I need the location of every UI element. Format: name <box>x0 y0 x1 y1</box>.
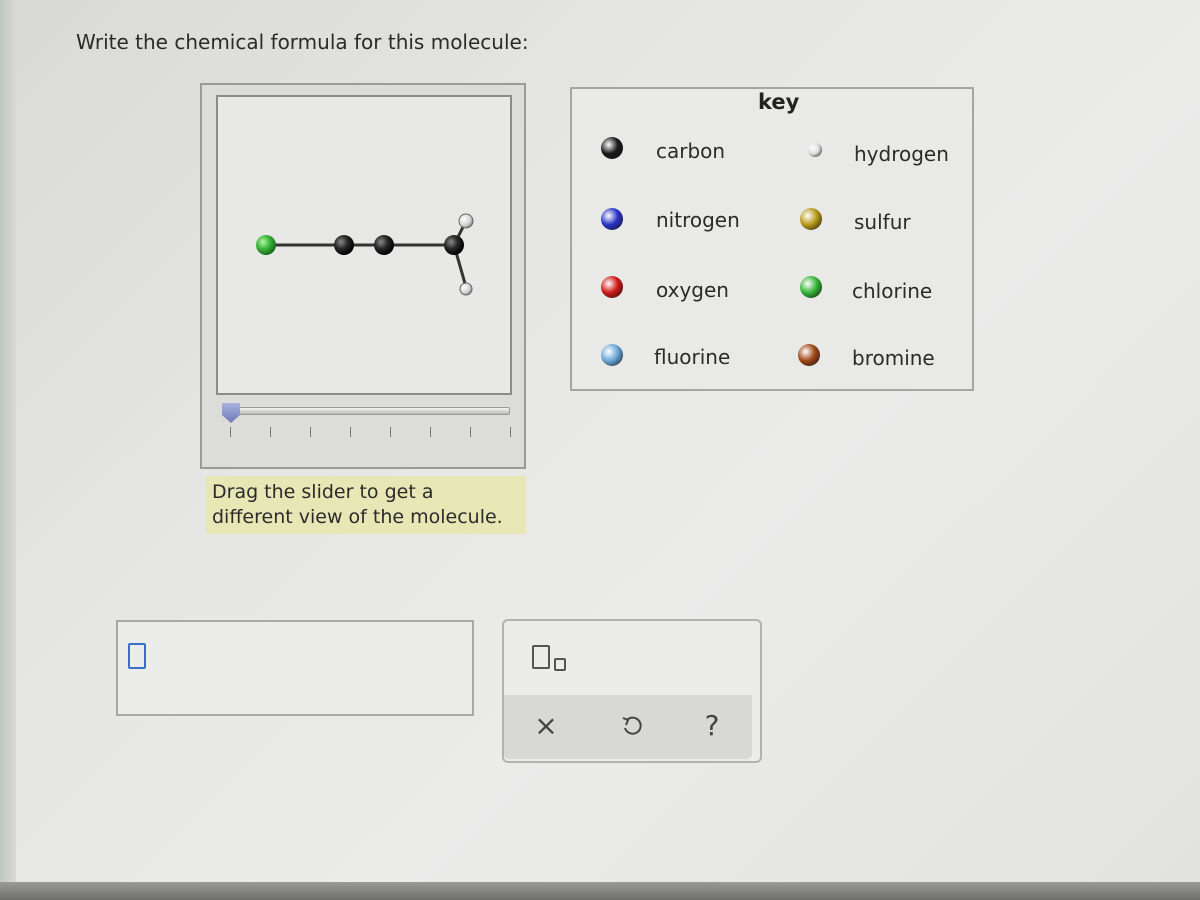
molecule-viewer <box>200 83 526 469</box>
slider-tick <box>470 427 471 437</box>
chlorine-atom <box>256 235 276 255</box>
fluorine-ball-icon <box>601 344 623 366</box>
oxygen-ball-icon <box>601 276 623 298</box>
sulfur-ball-icon <box>800 208 822 230</box>
key-label-bromine: bromine <box>852 346 935 370</box>
key-label-sulfur: sulfur <box>854 210 911 234</box>
slider-tick <box>310 427 311 437</box>
undo-icon <box>620 714 644 738</box>
hydrogen-ball-icon <box>808 143 822 157</box>
carbon-atom <box>334 235 354 255</box>
carbon-atom <box>374 235 394 255</box>
slider-tick <box>390 427 391 437</box>
key-title: key <box>758 90 800 114</box>
carbon-atom <box>444 235 464 255</box>
molecule-canvas[interactable] <box>216 95 512 395</box>
subscript-small-box-icon <box>554 658 566 671</box>
question-prompt: Write the chemical formula for this molecule: <box>76 30 529 54</box>
slider-tick <box>430 427 431 437</box>
close-icon: × <box>534 709 558 742</box>
help-icon: ? <box>704 709 720 742</box>
chlorine-ball-icon <box>800 276 822 298</box>
screen-edge-bottom <box>0 882 1200 900</box>
slider-tick <box>510 427 511 437</box>
subscript-base-box-icon <box>532 645 550 669</box>
view-slider-thumb[interactable] <box>222 403 240 423</box>
hydrogen-atom <box>459 214 473 228</box>
key-label-hydrogen: hydrogen <box>854 142 949 166</box>
slider-hint: Drag the slider to get a different view of the molecule. <box>206 476 526 534</box>
molecule-structure <box>218 97 510 393</box>
slider-ticks <box>230 427 510 439</box>
view-slider-track[interactable] <box>222 407 510 415</box>
formula-answer-field[interactable] <box>116 620 474 716</box>
bromine-ball-icon <box>798 344 820 366</box>
slider-tick <box>270 427 271 437</box>
undo-button[interactable] <box>614 708 650 744</box>
screen-edge-left <box>0 0 16 900</box>
input-cursor-box-icon <box>128 643 146 669</box>
key-label-oxygen: oxygen <box>656 278 729 302</box>
clear-button[interactable] <box>528 708 564 744</box>
key-label-fluorine: fluorine <box>654 345 731 369</box>
key-label-nitrogen: nitrogen <box>656 208 740 232</box>
nitrogen-ball-icon <box>601 208 623 230</box>
slider-tick <box>230 427 231 437</box>
subscript-button[interactable] <box>532 645 572 675</box>
slider-tick <box>350 427 351 437</box>
hydrogen-atom <box>460 283 472 295</box>
key-label-carbon: carbon <box>656 139 726 163</box>
key-label-chlorine: chlorine <box>852 279 933 303</box>
help-button[interactable] <box>694 708 730 744</box>
carbon-ball-icon <box>601 137 623 159</box>
